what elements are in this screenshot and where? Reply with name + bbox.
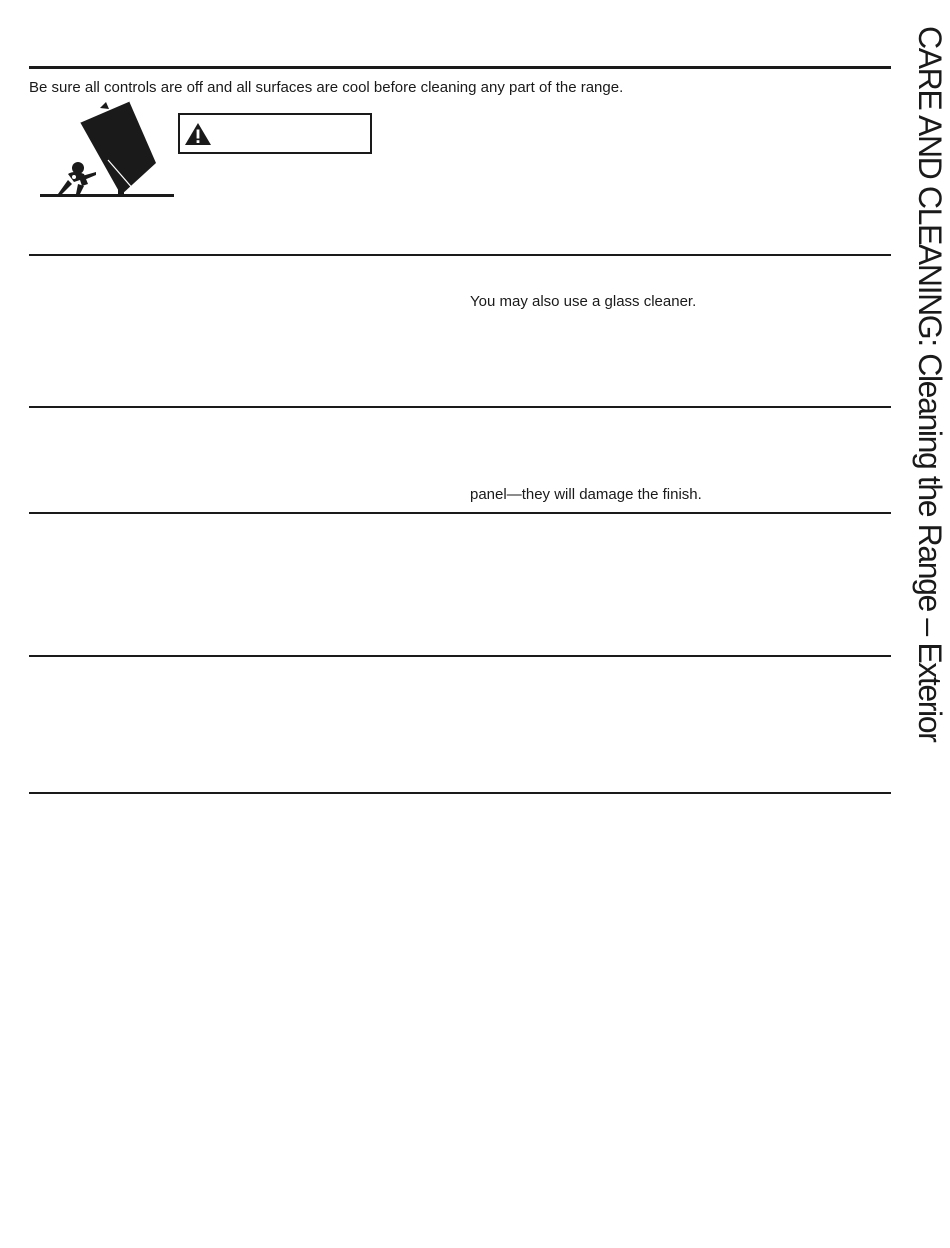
top-rule [29,66,891,69]
warning-box [178,113,372,154]
section-text-panel-finish: panel—they will damage the finish. [470,486,702,503]
warning-triangle-icon [184,122,212,146]
section-rule [29,655,891,657]
section-rule [29,406,891,408]
section-rule [29,512,891,514]
section-text-glass-cleaner: You may also use a glass cleaner. [470,293,697,310]
side-section-title: CARE AND CLEANING: Cleaning the Range – Exterior [912,26,948,742]
section-rule [29,792,891,794]
child-tipping-range-icon [38,100,178,200]
intro-text: Be sure all controls are off and all surfaces are cool before cleaning any part of the range. [29,79,624,96]
section-rule [29,254,891,256]
